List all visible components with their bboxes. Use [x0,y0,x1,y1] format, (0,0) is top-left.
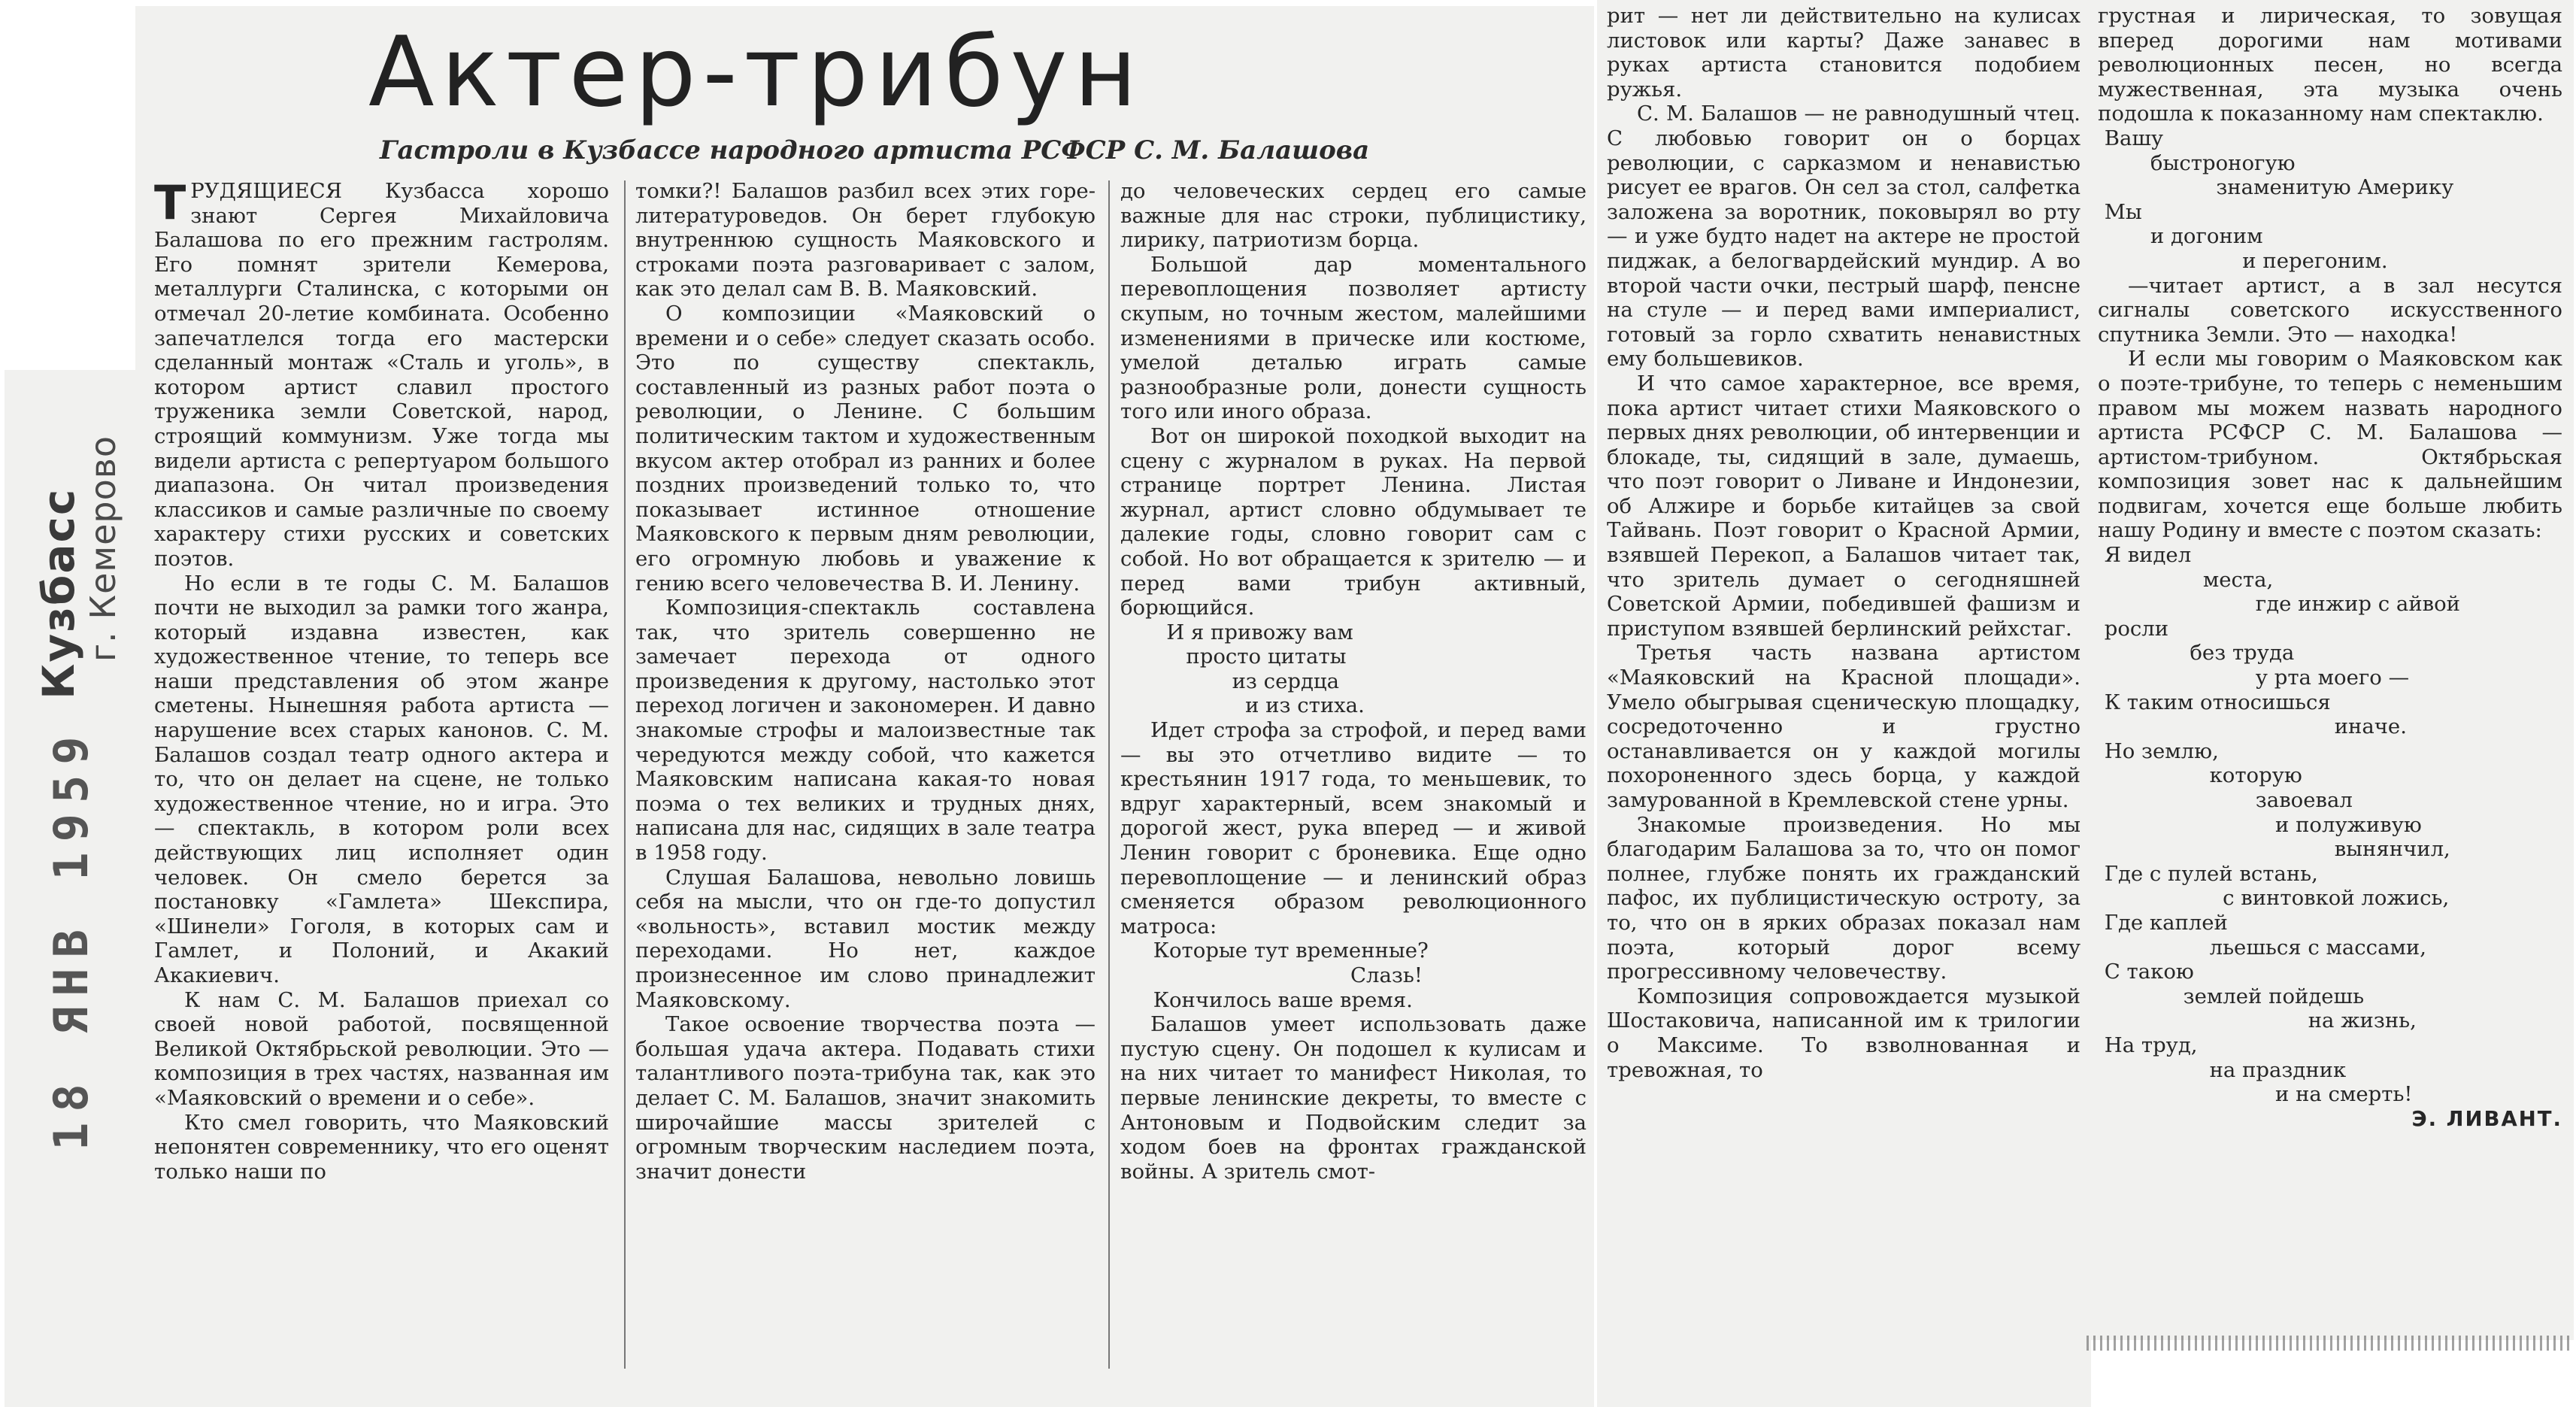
poem-quote: Я видел места, где инжир с айвой росли без труда у рта моего — К таким относишься иначе. Но землю, которую завоевал и полуживую вынянчил, Где с пулей встань, с винтовкой ложись, Где каплей льешься с массами, С такою землей пойдешь на жизнь, На труд, на праздник и на смерть! [2104,543,2461,1107]
paragraph: Слушая Балашова, невольно ловишь себя на мысли, что он где-то допустил «вольность», вставил мостик между переходами. Но нет, каждое произнесенное им слово принадлежит Маяковскому. [635,865,1096,1012]
paragraph: Такое освоение творчества поэта — большая удача актера. Подавать стихи талантливого поэта-трибуна так, как это делает С. М. Балашов, значит знакомить широчайшие массы зрителей с огромным творческим наследием поэта, значит донести [635,1012,1096,1184]
paragraph: Идет строфа за строфой, и перед вами — вы это отчетливо видите — то крестьянин 1917 года, то меньшевик, то вдруг характерный, всем знакомый и дорогой жест, рука вперед — и живой Ленин говорит с броневика. Еще одно перевоплощение — и ленинский образ сменяется образом революционного матроса: [1120,718,1587,939]
paragraph: ТРУДЯЩИЕСЯ Кузбасса хорошо знают Сергея Михайловича Балашова по его прежним гастролям. Его помнят зрители Кемерова, металлурги Сталинска, с которыми он отмечал 20-летие комбината. Особенно запечатлелся тогда его мастерски сделанный монтаж «Сталь и уголь», в котором артист славил простого труженика земли Советской, народ, строящий коммунизм. Уже тогда мы видели артиста с репертуаром большого диапазона. Он читал произведения классиков и самые различные по своему характеру стихи русских и советских поэтов. [154,175,609,571]
article-headline: Актер-трибун [368,17,1144,129]
article-column-2 [635,179,1096,1184]
drop-cap: Т [154,175,186,230]
paragraph: Третья часть названа артистом «Маяковский на Красной площади». Умело обыгрывая сценическую площадку, сосредоточенно и грустно останавливается он у каждой могилы похороненного здесь борца, у каждой замурованной в Кремлевской стене урны. [1607,641,2080,812]
paragraph: Балашов умеет использовать даже пустую сцену. Он подошел к кулисам и на них читает то манифест Николая, то первые ленинские декреты, то вместе с Антоновым и Подвойским следит за ходом боев на фронтах гражданской войны. А зритель смот- [1120,1012,1587,1184]
author-signature: Э. ЛИВАНТ. [2411,1106,2562,1131]
paragraph: Композиция-спектакль составлена так, что зритель совершенно не замечает перехода от одного произведения к другому, настолько этот переход логичен и закономерен. И давно знакомые строфы и малоизвестные так чередуются между собой, что кажется Маяковским написана какая-то новая поэма о тех великих и трудных днях, написана для нас, сидящих в зале театра в 1958 году. [635,596,1096,866]
paragraph: Кто смел говорить, что Маяковский непонятен современнику, что его оценят только наши по [154,1110,609,1184]
paragraph: Большой дар моментального перевоплощения позволяет артисту скупым, но точным жестом, малейшими изменениями в прическе или костюме, умелой деталью играть самые разнообразные роли, донести сущность того или иного образа. [1120,252,1587,424]
poem-quote: Вашу быстроногую знаменитую Америку Мы и догоним и перегоним. [2104,126,2454,273]
torn-edge [2087,1336,2574,1351]
article-subheadline: Гастроли в Кузбассе народного артиста РСФСР С. М. Балашова [380,135,1370,165]
paragraph: О композиции «Маяковский о времени и о себе» следует сказать особо. Это по существу спектакль, составленный из разных работ поэта о революции, о Ленине. С большим политическим тактом и художественным вкусом актер отобрал из ранних и более поздних произведений только то, что показывает истинное отношение Маяковского к первым дням революции, его огромную любовь и уважение к гению всего человечества В. И. Ленину. [635,301,1096,596]
paragraph: рит — нет ли действительно на кулисах листовок или карты? Даже занавес в руках артиста становится подобием ружья. [1607,4,2080,102]
article-column-3 [1120,179,1587,1184]
paragraph: грустная и лирическая, то зовущая вперед дорогими нам мотивами революционных песен, но всегда мужественная, эта музыка очень подошла к показанному нам спектаклю. [2098,4,2562,126]
paragraph: Знакомые произведения. Но мы благодарим Балашова за то, что он помог полнее, глубже понять их гражданский пафос, их публицистическую остроту, за то, что он в ярких образах показал нам поэта, который дорог всему прогрессивному человечеству. [1607,812,2080,984]
paragraph: томки?! Балашов разбил всех этих горе-литературоведов. Он берет глубокую внутреннюю сущность Маяковского и строками поэта разговаривает с залом, как это делал сам В. В. Маяковский. [635,179,1096,302]
paragraph: Вот он широкой походкой выходит на сцену с журналом в руках. На первой странице портрет Ленина. Листая журнал, артист словно обдумывает те далекие годы, словно говорит сам с собой. Но вот обращается к зрителю — и перед вами трибун активный, борющийся. [1120,423,1587,620]
article-column-1 [154,175,609,1184]
article-column-5 [2098,4,2562,1131]
stamp-newspaper-name: Кузбасс [33,487,84,699]
paragraph: —читает артист, а в зал несутся сигналы советского искусственного спутника Земли. Это — находка! [2098,273,2562,347]
column-rule [1108,180,1110,1369]
paragraph: К нам С. М. Балашов приехал со своей новой работой, посвященной Великой Октябрьской революции. Это — композиция в трех частях, названная им «Маяковский о времени и о себе». [154,987,609,1110]
poem-quote: И я привожу вам просто цитаты из сердца и из стиха. [1166,620,1365,718]
paragraph: до человеческих сердец его самые важные для нас строки, публицистику, лирику, патриотизм борца. [1120,179,1587,253]
stamp-date: 18 ЯНВ 1959 [44,726,98,1151]
paragraph: С. М. Балашов — не равнодушный чтец. С любовью говорит он о борцах революции, с сарказмом и ненавистью рисует ее врагов. Он сел за стол, салфетка заложена за воротник, поковырял во рту — и уже будто надет на актере не простой пиджак, а белогвардейский мундир. А во второй части очки, пестрый шарф, пенсне на стуле — и перед вами империалист, готовый за горло схватить ненавистных ему большевиков. [1607,102,2080,371]
article-column-4 [1607,4,2080,1082]
paragraph: И если мы говорим о Маяковском как о поэте-трибуне, то теперь с неменьшим правом мы можем назвать народного артиста РСФСР С. М. Балашова — артистом-трибуном. Октябрьская композиция зовет нас к дальнейшим подвигам, хочется еще больше любить нашу Родину и вместе с поэтом сказать: [2098,347,2562,543]
column-rule [624,180,626,1369]
poem-quote: Которые тут временные? Слазь! Кончилось ваше время. [1153,939,1429,1012]
paragraph: И что самое характерное, все время, пока артист читает стихи Маяковского о первых днях революции, об интервенции и блокаде, ты, сидящий в зале, думаешь, что поэт говорит о Ливане и Индонезии, об Алжире и борьбе китайцев за свой Тайвань. Поэт говорит о Красной Армии, взявшей Перекоп, а Балашов читает так, что зритель думает о сегодняшней Советской Армии, победившей фашизм и приступом взявшей берлинский рейхстаг. [1607,371,2080,641]
paragraph: Композиция сопровождается музыкой Шостаковича, написанной им к трилогии о Максиме. То взволнованная и тревожная, то [1607,984,2080,1082]
paragraph: Но если в те годы С. М. Балашов почти не выходил за рамки того жанра, который издавна известен, как художественное чтение, то теперь все наши представления об этом жанре сметены. Нынешняя работа артиста — нарушение всех старых канонов. С. М. Балашов создал театр одного актера и то, что он делает на сцене, не только художественное чтение, но и игра. Это — спектакль, в котором роли всех действующих лиц исполняет один человек. Он смело берется за постановку «Гамлета» Шекспира, «Шинели» Гоголя, в которых сам и Гамлет, и Полоний, и Акакий Акакиевич. [154,571,609,987]
stamp-city: г. Кемерово [83,435,123,662]
